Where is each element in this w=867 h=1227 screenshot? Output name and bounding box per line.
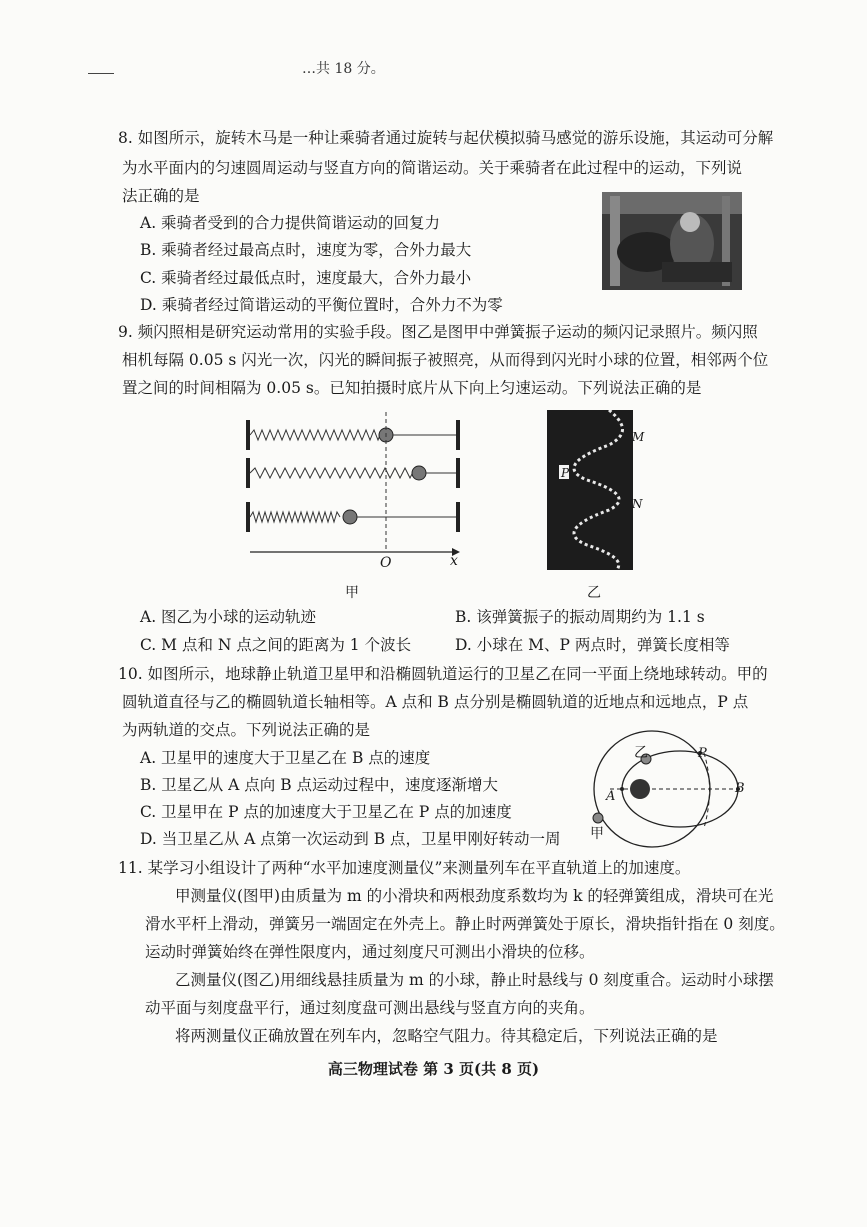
q9-stem-line1: 9. 频闪照相是研究运动常用的实验手段。图乙是图甲中弹簧振子运动的频闪记录照片。频闪照: [118, 323, 758, 341]
fig-yi-point-m: M: [632, 430, 645, 444]
q11-p3-line1: 将两测量仪正确放置在列车内，忽略空气阻力。待其稳定后，下列说法正确的是: [175, 1027, 718, 1045]
q10-option-b: B. 卫星乙从 A 点向 B 点运动过程中，速度逐渐增大: [140, 776, 499, 794]
q10-stem-line2: 圆轨道直径与乙的椭圆轨道长轴相等。A 点和 B 点分别是椭圆轨道的近地点和远地点，P 点: [122, 693, 749, 711]
q9-stem-line2: 相机每隔 0.05 s 闪光一次，闪光的瞬间振子被照亮，从而得到闪光时小球的位置，相邻两个位: [122, 351, 769, 369]
q8-option-d: D. 乘骑者经过简谐运动的平衡位置时，合外力不为零: [140, 296, 503, 314]
q11-stem-line1: 11. 某学习小组设计了两种“水平加速度测量仪”来测量列车在平直轨道上的加速度。: [118, 859, 691, 877]
orbit-point-p: P: [698, 746, 707, 761]
carousel-photo: [602, 192, 742, 290]
q11-p1-line1: 甲测量仪(图甲)由质量为 m 的小滑块和两根劲度系数均为 k 的轻弹簧组成，滑块可在光: [175, 887, 774, 905]
q9-option-a: A. 图乙为小球的运动轨迹: [140, 608, 317, 626]
orbit-point-a: A: [606, 789, 616, 804]
q10-option-d: D. 当卫星乙从 A 点第一次运动到 B 点，卫星甲刚好转动一周: [140, 830, 561, 848]
fig-jia-axis-label: x: [450, 553, 458, 569]
q9-stem-line3: 置之间的时间相隔为 0.05 s。已知拍摄时底片从下向上匀速运动。下列说法正确的是: [122, 379, 702, 397]
fig-jia-origin-label: O: [380, 555, 392, 571]
orbit-point-b: B: [735, 781, 745, 796]
orbit-jia-label: 甲: [590, 826, 604, 842]
orbit-yi-label: 乙: [634, 745, 648, 761]
q8-option-c: C. 乘骑者经过最低点时，速度最大，合外力最小: [140, 269, 472, 287]
fig-yi-point-n: N: [632, 497, 643, 511]
spring-oscillator-figure-jia: [240, 410, 470, 570]
fig-yi-point-p: P: [561, 466, 570, 480]
header-fragment: …共 18 分。: [302, 61, 385, 77]
q10-option-a: A. 卫星甲的速度大于卫星乙在 B 点的速度: [140, 749, 431, 767]
q11-p1-line3: 运动时弹簧始终在弹性限度内，通过刻度尺可测出小滑块的位移。: [145, 943, 595, 961]
q8-option-a: A. 乘骑者受到的合力提供简谐运动的回复力: [140, 214, 441, 232]
q11-p2-line1: 乙测量仪(图乙)用细线悬挂质量为 m 的小球，静止时悬线与 0 刻度重合。运动时小球摆: [175, 971, 774, 989]
q11-p1-line2: 滑水平杆上滑动，弹簧另一端固定在外壳上。静止时两弹簧处于原长，滑块指针指在 0 刻度。: [145, 915, 785, 933]
q11-p2-line2: 动平面与刻度盘平行，通过刻度盘可测出悬线与竖直方向的夹角。: [145, 999, 595, 1017]
q8-option-b: B. 乘骑者经过最高点时，速度为零，合外力最大: [140, 241, 472, 259]
q10-option-c: C. 卫星甲在 P 点的加速度大于卫星乙在 P 点的加速度: [140, 803, 512, 821]
q10-stem-line1: 10. 如图所示，地球静止轨道卫星甲和沿椭圆轨道运行的卫星乙在同一平面上绕地球转动。甲的: [118, 665, 768, 683]
q8-stem-line1: 8. 如图所示，旋转木马是一种让乘骑者通过旋转与起伏模拟骑马感觉的游乐设施，其运动可分解: [118, 129, 774, 147]
q10-stem-line3: 为两轨道的交点。下列说法正确的是: [122, 721, 371, 739]
q8-stem-line2: 为水平面内的匀速圆周运动与竖直方向的简谐运动。关于乘骑者在此过程中的运动，下列说: [122, 159, 743, 177]
top-rule: [88, 73, 114, 74]
q8-stem-line3: 法正确的是: [122, 187, 200, 205]
flash-photo-figure-yi: [547, 410, 633, 570]
q9-option-c: C. M 点和 N 点之间的距离为 1 个波长: [140, 636, 412, 654]
fig-jia-caption: 甲: [345, 585, 359, 601]
q9-option-b: B. 该弹簧振子的振动周期约为 1.1 s: [455, 608, 705, 626]
q9-option-d: D. 小球在 M、P 两点时，弹簧长度相等: [455, 636, 730, 654]
page-footer: 高三物理试卷 第 3 页(共 8 页): [327, 1060, 540, 1078]
fig-yi-caption: 乙: [587, 585, 601, 601]
